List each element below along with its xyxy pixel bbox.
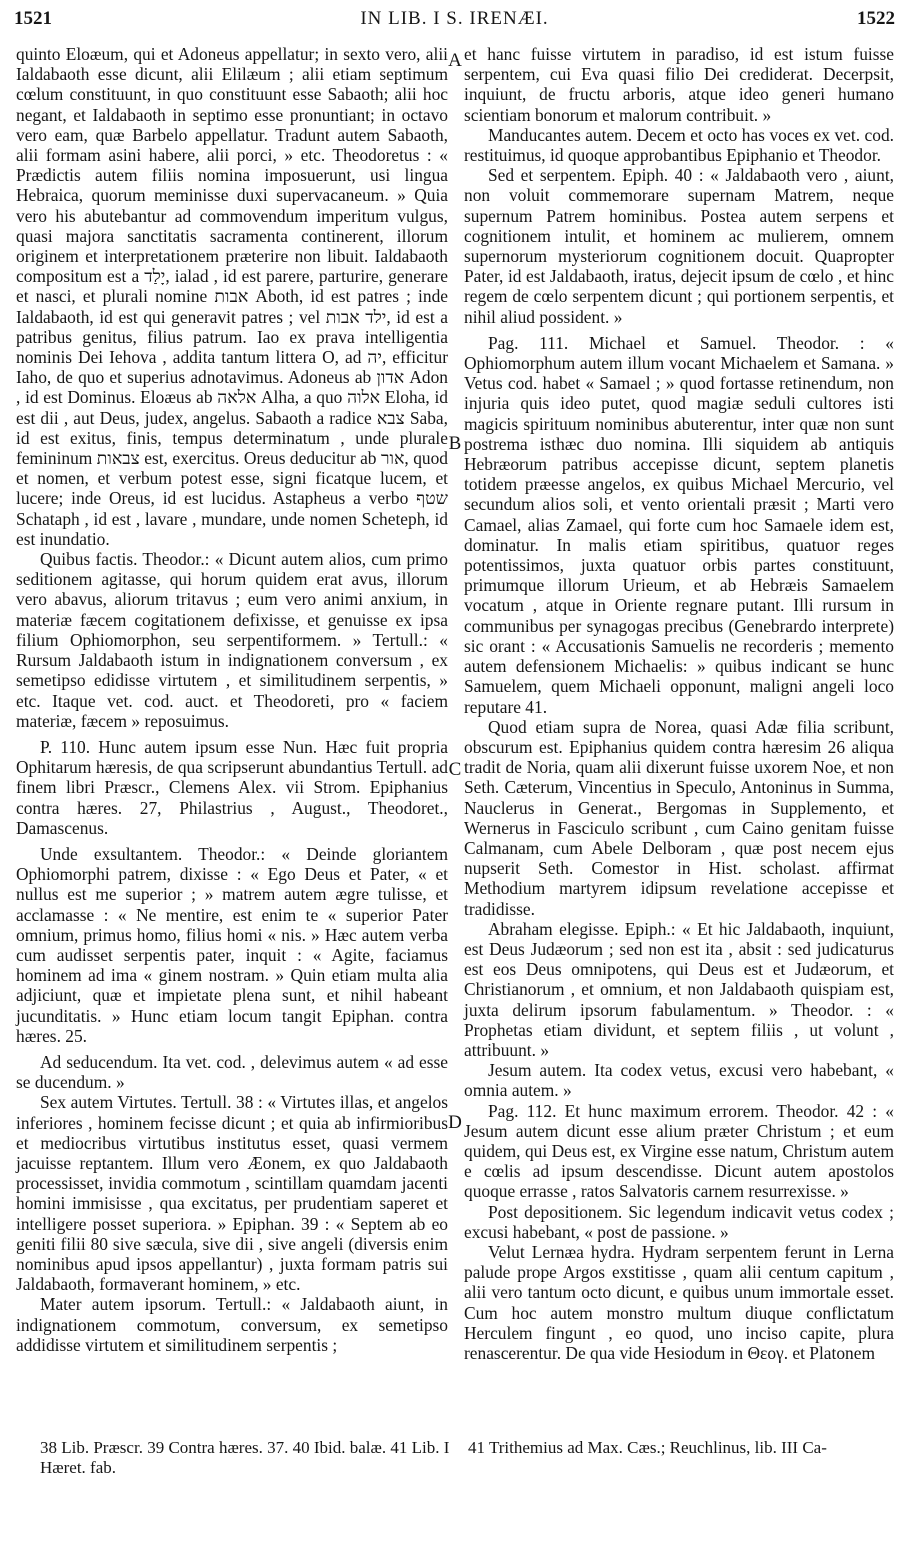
paragraph: Manducantes autem. Decem et octo has voces ex vet. cod. restituimus, id quoque approbantibus Epiphanio et Theodor. xyxy=(464,124,894,166)
margin-letter-d: D xyxy=(448,1112,462,1133)
paragraph: Velut Lernæa hydra. Hydram serpentem ferunt in Lerna palude prope Argos exstitisse , quam alii centum capitum , alii vero tantum octo dicunt, e quibus unum immortale esset. Cum hoc autem monstro multum diuque conflictatum Herculem fingunt , eo quod, uno inciso capite, plura renascerentur. De qua vide Hesiodum in Θεογ. et Platonem xyxy=(464,1241,894,1363)
margin-letter-a: A xyxy=(448,50,462,71)
paragraph: Pag. 111. Michael et Samuel. Theodor. : « Ophiomorphum autem illum vocant Michaelem et Samana. » Vetus cod. habet « Samael ; » quod fortasse retinendum, non injuria quis ideo putet, quod magiæ seduli cultores isti magicis spirituum nominibus abuterentur, inter quæ non sunt postrema isthæc duo nomina. Illi siquidem ab antiquis Hebræorum patribus accepisse dicunt, septem planetis totidem præesse angelos, ex quibus Michael Mercurio, vel secundum alios soli, et vento orientali præsit ; Marti vero Camael, alias Zamael, qui forte cum hoc Samaele idem est, dominatur. In malis etiam spiritibus, quatuor reges potentissimos, juxta quatuor orbis partes constituunt, primumque illorum Urieum, et ab Hebræis Samaelem vocatum , atque in Oriente regnare putant. Illi rursum in communibus per synagogas precibus (Genebrardo interprete) sic orant : « Accusationis Samuelis ne recorderis ; memento autem defensionem Michaelis: » quibus indicant se hunc Samuelem, quem Michaeli opponunt, maligni angeli loco reputare 41. xyxy=(464,332,894,717)
paragraph: Jesum autem. Ita codex vetus, excusi vero habebant, « omnia autem. » xyxy=(464,1060,894,1101)
left-column xyxy=(16,44,448,1355)
right-column xyxy=(464,44,894,1363)
footnotes-left: 38 Lib. Præscr. 39 Contra hæres. 37. 40 Ibid. balæ. 41 Lib. I Hæret. fab. xyxy=(40,1438,450,1477)
paragraph: Sed et serpentem. Epiph. 40 : « Jaldabaoth vero , aiunt, non voluit commemorare supernam Matrem, neque supernum Patrem hominibus. Postea autem serpens et cognitionem intulit, et hominem ac mulierem, omnem supernorum mysteriorum cognitionem docuit. Quapropter Pater, id est Jaldabaoth, iratus, dejecit ipsum de cœlo , et hinc regem de cœlo serpentem dicunt ; qui portionem serpentis, et nihil aliud possident. » xyxy=(464,165,894,327)
running-title: IN LIB. I S. IRENÆI. xyxy=(360,8,549,29)
paragraph: Ad seducendum. Ita vet. cod. , delevimus autem « ad esse se ducendum. » xyxy=(16,1051,448,1093)
paragraph: Sex autem Virtutes. Tertull. 38 : « Virtutes illas, et angelos inferiores , hominem fecisse dicunt ; et quia ab infirmioribus et mediocribus virtutibus institutus esset, quasi vermem jacuisse reptantem. Illum vero Æonem, ex quo Jaldabaoth processisset, invidia commotum , scintillam quamdam jacenti homini immisisse , qua excitatus, per prudentiam saperet et intelligere posset superiora. » Epiphan. 39 : « Septem ab eo geniti filii 80 sive sæcula, sive dii , sive angeli (diversis enim nominibus apud ipsos appellantur) , juxta formam patris sui Jaldabaoth, formaverant hominem, » etc. xyxy=(16,1092,448,1295)
paragraph: Abraham elegisse. Epiph.: « Et hic Jaldabaoth, inquiunt, est Deus Judæorum ; sed non est ita , absit : sed judicaturus est eos Deus omnipotens, qui Deus est et Judæorum, et Christianorum , et omnium, et non Jaldabaoth quispiam est, juxta delirum ipsorum fabulamentum. » Theodor. : « Prophetas etiam dividunt, et septem filiis , ut volunt , attribuunt. » xyxy=(464,918,894,1060)
paragraph: P. 110. Hunc autem ipsum esse Nun. Hæc fuit propria Ophitarum hæresis, de qua scripserunt abundantius Tertull. ad finem libri Præscr., Clemens Alex. vii Strom. Epiphanius contra hæres. 27, Philastrius , August., Theodoret., Damascenus. xyxy=(16,736,448,838)
paragraph: Quibus factis. Theodor.: « Dicunt autem alios, cum primo seditionem agitasse, qui horum quidem erat avus, illorum vero abavus, aliorum tritavus ; eum vero animi anxium, in materiæ fæcem cogitationem defixisse, et genuisse ex ipsa filium Ophiomorphon, seu serpentiformem. » Tertull.: « Rursum Jaldabaoth istum in indignationem conversum , ex semetipso edidisse virtutem , et similitudinem serpentis, » etc. Itaque vet. cod. auct. et Theodoreti, pro « faciem materiæ, fæcem » reposuimus. xyxy=(16,549,448,731)
paragraph: et hanc fuisse virtutem in paradiso, id est istum fuisse serpentem, cui Eva quasi filio Dei crediderat. Decerpsit, inquiunt, de fructu arboris, atque ideo generi humano scientiam bonorum et malorum contribuit. » xyxy=(464,44,894,125)
paragraph: Unde exsultantem. Theodor.: « Deinde gloriantem Ophiomorphi patrem, dixisse : « Ego Deus et Pater, « et nullus est me superior ; » matrem autem ægre tulisse, et acclamasse : « Ne mentire, est enim te « superior Pater omnium, primus homo, filius homi « nis. » Hæc autem verba cum audisset serpentis pater, inquit : « Agite, faciamus hominem ad ima « ginem nostram. » Quin etiam multa alia adjiciunt, quæ et impietate plena sunt, et nihil habeant jucunditatis. » Hunc etiam locum tangit Epiphan. contra hæres. 25. xyxy=(16,843,448,1046)
margin-letter-c: C xyxy=(448,759,462,780)
margin-letter-b: B xyxy=(448,433,462,454)
right-page-number: 1522 xyxy=(857,8,895,29)
paragraph: Pag. 112. Et hunc maximum errorem. Theodor. 42 : « Jesum autem dicunt esse alium præter Christum ; et eum quidem, qui Deus est, ex Virgine esse natum, Christum autem e cœlis ad ipsum descendisse. Dicunt autem apostolos quoque errasse , ratos Salvatoris carnem resurrexisse. » xyxy=(464,1100,894,1202)
left-page-number: 1521 xyxy=(14,8,52,29)
page-header xyxy=(14,8,895,38)
paragraph: Mater autem ipsorum. Tertull.: « Jaldabaoth aiunt, in indignationem commotum, conversum, ex semetipso addidisse virtutem et similitudinem serpentis ; xyxy=(16,1294,448,1355)
paragraph: Post depositionem. Sic legendum indicavit vetus codex ; excusi habebant, « post de passione. » xyxy=(464,1201,894,1242)
footnotes-right: 41 Trithemius ad Max. Cæs.; Reuchlinus, lib. III Ca- xyxy=(468,1438,827,1457)
paragraph: quinto Eloæum, qui et Adoneus appellatur; in sexto vero, alii Ialdabaoth esse dicunt, alii Elilæum ; alii etiam septimum cœlum constituunt, in quo constituunt esse Sabaoth; alii hoc negant, et Ialdabaoth in septimo esse pronuntiant; in octavo vero eam, quæ Barbelo appellatur. Tradunt autem Sabaoth, alii formam asini habere, alii porci, » etc. Theodoretus : « Prædictis autem filiis nomina imposuerunt, usi lingua Hebraica, quorum meminisse duxi supervacaneum. » Quia vero his abutebantur ad commovendum imperitum vulgus, quasi majora sanctitatis sacramenta continerent, illorum originem et interpretationem præterire non libuit. Ialdabaoth compositum est a יָלַד, ialad , id est parere, parturire, generare et nasci, et plurali nomine אבות Aboth, id est patres ; inde Ialdabaoth, id est qui generavit patres ; vel ילד אבות, id est a patribus genitus, filius patrum. Iao ex prava intelligentia nominis Dei Iehova , addita tantum littera O, ad יה, efficitur Iaho, de quo et superius adnotavimus. Adoneus ab אדון Adon , id est Dominus. Eloæus ab אלאה Alha, a quo אלוה Eloha, id est dii , aut Deus, judex, angelus. Sabaoth a radice צבא Saba, id est exitus, finis, tempus determinatum , unde plurale femininum צבאות est, exercitus. Oreus deducitur ab אור, quod et nomen, et verbum potest esse, signi ficatque lucem, et lucere; inde Oreus, id est lucidus. Astapheus a verbo שטף Schataph , id est , lavare , mundare, unde nomen Scheteph, id est inundatio. xyxy=(16,44,448,549)
paragraph: Quod etiam supra de Norea, quasi Adæ filia scribunt, obscurum est. Epiphanius quidem contra hæresim 26 aliqua tradit de Noria, quam alii dixerunt fuisse uxorem Noe, et non Seth. Cæterum, Vincentius in Speculo, Antoninus in Summa, Nauclerus in Generat., Bergomas in Supplemento, et Wernerus in Fasciculo scribunt , cum Caino genitam fuisse Calmanam, cum Abele Delboram , quæ post necem ejus nupserit Seth. Comestor in Hist. scholast. affirmat Methodium martyrem idipsum revelatione accepisse et tradidisse. xyxy=(464,716,894,919)
